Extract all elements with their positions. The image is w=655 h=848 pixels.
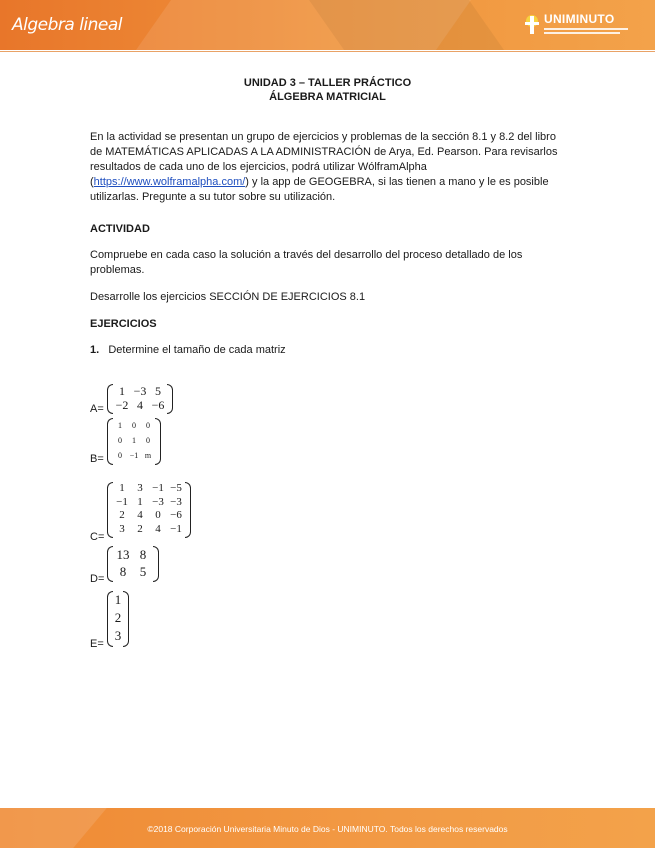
matrix-cell: 4 bbox=[137, 509, 143, 521]
matrix-cell: 1 bbox=[132, 436, 136, 445]
matrix-cell: 4 bbox=[137, 398, 143, 412]
matrix-cell: 13 bbox=[116, 547, 130, 562]
matrix-cell: −6 bbox=[170, 509, 182, 521]
right-bracket bbox=[123, 591, 129, 647]
matrix-cell: −6 bbox=[151, 398, 165, 412]
matrix-d bbox=[107, 546, 159, 582]
matrix-cell: −2 bbox=[115, 398, 129, 412]
matrix-cell: m bbox=[144, 451, 152, 460]
matrix-cell: 5 bbox=[139, 564, 147, 579]
matrix-e-label: E= bbox=[90, 638, 104, 650]
logo-name: UNIMINUTO bbox=[544, 12, 615, 26]
matrix-c-label: C= bbox=[90, 531, 105, 543]
matrix-cell: 3 bbox=[114, 628, 122, 643]
matrix-cell: −1 bbox=[129, 451, 139, 460]
matrix-cell: 1 bbox=[119, 384, 125, 398]
course-title: Algebra lineal bbox=[12, 15, 123, 35]
uniminuto-logo bbox=[522, 10, 632, 40]
matrix-cell: 8 bbox=[119, 564, 127, 579]
matrix-e bbox=[107, 591, 129, 647]
matrix-cell: −5 bbox=[170, 482, 182, 494]
exercises-heading: EJERCICIOS bbox=[90, 318, 157, 330]
wolframalpha-link[interactable]: https://www.wolframalpha.com/ bbox=[93, 176, 246, 188]
matrix-cell: 1 bbox=[114, 592, 122, 607]
matrix-cell: −1 bbox=[152, 482, 164, 494]
matrix-cell: 2 bbox=[137, 522, 143, 535]
matrix-c bbox=[107, 482, 191, 538]
matrix-cell: 0 bbox=[146, 436, 150, 445]
exercise-1-number: 1. bbox=[90, 344, 100, 356]
activity-text: Compruebe en cada caso la solución a través del desarrollo del proceso detallado de los problemas. bbox=[90, 249, 523, 276]
matrix-cell: 5 bbox=[155, 384, 161, 398]
matrix-a bbox=[107, 384, 173, 414]
matrix-cell: 0 bbox=[118, 451, 122, 460]
matrix-cell: 3 bbox=[137, 482, 143, 494]
matrix-d-label: D= bbox=[90, 573, 105, 585]
matrix-cell: 1 bbox=[119, 482, 125, 494]
matrix-a-label: A= bbox=[90, 403, 104, 415]
matrix-cell: −3 bbox=[152, 495, 164, 508]
matrix-b-label: B= bbox=[90, 453, 104, 465]
matrix-cell: 2 bbox=[114, 610, 122, 625]
matrix-cell: −3 bbox=[133, 384, 147, 398]
exercise-1-text: Determine el tamaño de cada matriz bbox=[108, 344, 286, 356]
matrix-cell: −1 bbox=[116, 495, 128, 508]
matrix-cell: −1 bbox=[170, 522, 182, 535]
footer-copyright: ©2018 Corporación Universitaria Minuto de Dios - UNIMINUTO. Todos los derechos reservados bbox=[147, 824, 508, 834]
matrix-cell: 4 bbox=[155, 522, 161, 535]
exercise-1 bbox=[90, 343, 560, 358]
matrix-cell: 0 bbox=[118, 436, 122, 445]
page-header bbox=[0, 0, 655, 50]
matrix-cell: 1 bbox=[118, 421, 122, 430]
matrix-b bbox=[107, 418, 161, 465]
matrix-cell: 0 bbox=[155, 509, 161, 521]
matrix-cell: 0 bbox=[146, 421, 150, 430]
matrix-cell: 0 bbox=[132, 421, 136, 430]
logo-mark-icon bbox=[522, 12, 542, 36]
matrix-cell: 3 bbox=[119, 522, 125, 535]
right-bracket bbox=[153, 546, 159, 582]
right-bracket bbox=[155, 418, 161, 465]
exercises-instruction: Desarrolle los ejercicios SECCIÓN DE EJERCICIOS 8.1 bbox=[90, 291, 366, 303]
right-bracket bbox=[185, 482, 191, 538]
page-footer bbox=[0, 808, 655, 848]
matrix-cell: 1 bbox=[137, 495, 143, 508]
header-divider bbox=[0, 51, 655, 52]
matrix-cell: 8 bbox=[139, 547, 147, 562]
matrix-cell: −3 bbox=[170, 495, 182, 508]
document-title: UNIDAD 3 – TALLER PRÁCTICO bbox=[243, 77, 412, 89]
document-subtitle: ÁLGEBRA MATRICIAL bbox=[269, 91, 386, 103]
right-bracket bbox=[167, 384, 173, 414]
matrix-cell: 2 bbox=[119, 509, 125, 521]
intro-paragraph: En la actividad se presentan un grupo de ejercicios y problemas de la sección 8.1 y 8.2 del libro de MATEMÁTICAS APLICADAS A LA ADMINISTRACIÓN de Arya, Ed. Pearson. Para revisarlos resultados de cada uno de los ejercicios, podrá utilizar WólframAlpha (https://www.wolframalpha.com/) y la app de GEOGEBRA, si las tienen a mano y le es posible utilizarlas. Pregunte a su tutor sobre su utilización. bbox=[90, 131, 558, 203]
activity-heading: ACTIVIDAD bbox=[90, 223, 150, 235]
